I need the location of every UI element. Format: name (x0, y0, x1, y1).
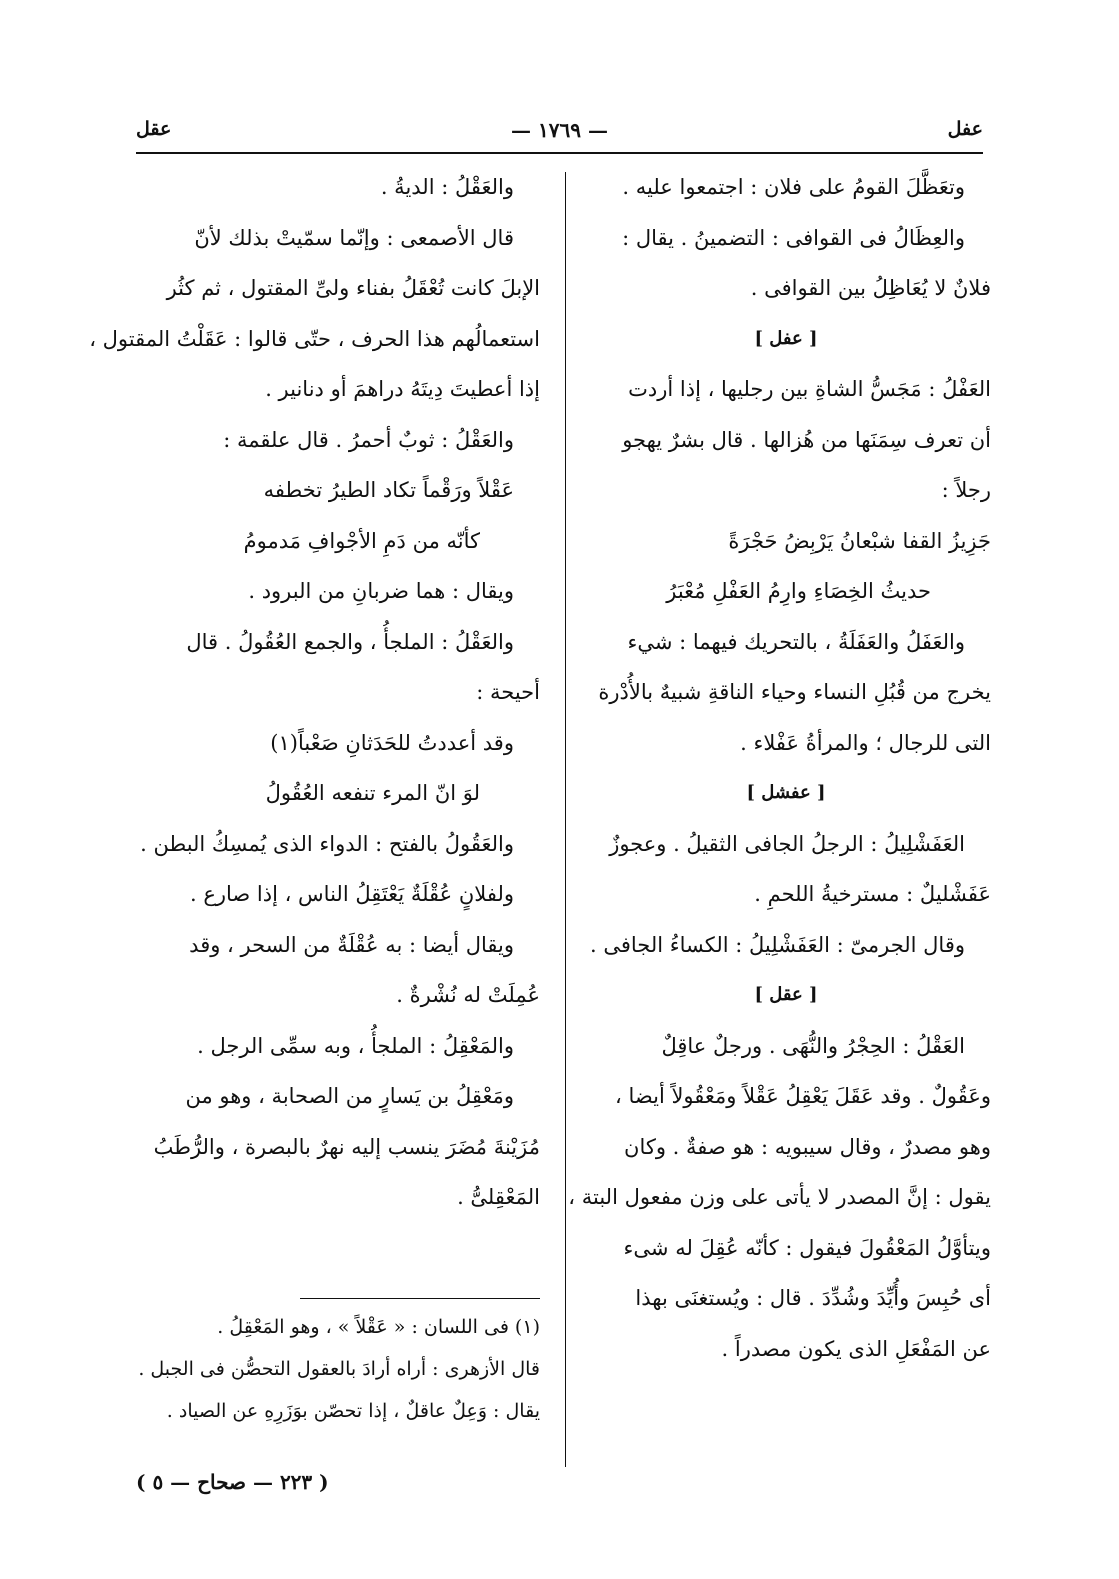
text-line: العَقْلُ : الحِجْرُ والنُّهَى . ورجلٌ عاقِلٌ (661, 1033, 965, 1058)
text-line: وهو مصدرٌ ، وقال سيبويه : هو صفةٌ . وكان (624, 1134, 991, 1159)
left-column (89, 162, 540, 1223)
text-line: ويتأوَّلُ المَعْقُولَ فيقول : كأنّه عُقِلَ له شىء (623, 1235, 991, 1260)
footnote-line: قال الأزهرى : أراه أرادَ بالعقول التحصُّن فى الجبل . (138, 1358, 540, 1380)
verse-line: جَزِيزُ القفا شبْعانُ يَرْبِضُ حَجْرَةً (728, 528, 991, 553)
text-line: والعَقْلُ : الديةُ . (380, 175, 514, 199)
text-line: عَفَشْليلٌ : مسترخيةُ اللحمِ . (754, 882, 991, 906)
text-line: والعِظَالُ فى القوافى : التضمينُ . يقال : (622, 225, 965, 250)
verse-line: وقد أعددتُ للحَدَثانِ صَعْباً(١) (270, 730, 514, 755)
text-line: الإبلَ كانت تُعْقَلُ بفناء ولىِّ المقتول ، ثم كثُر (166, 276, 540, 300)
page-number: — ١٧٦٩ — (511, 118, 608, 142)
text-line: وعَقُولٌ . وقد عَقَلَ يَعْقِلُ عَقْلاً ومَعْقُولاً أيضا ، (615, 1084, 991, 1108)
text-line: والعَقُولُ بالفتح : الدواء الذى يُمسِكُ البطن . (140, 831, 514, 856)
text-line: عن المَفْعَلِ الذى يكون مصدراً . (721, 1336, 991, 1361)
footnote-line: (١) فى اللسان : « عَقْلاً » ، وهو المَعْقِلُ . (217, 1316, 540, 1338)
text-line: يخرج من قُبُلِ النساء وحياء الناقةِ شبيهٌ بالأُدْرة (598, 680, 991, 704)
footnotes (138, 1306, 540, 1432)
header-rule (136, 152, 983, 154)
text-line: أن تعرف سِمَنَها من هُزالها . قال بشرٌ يهجو (622, 427, 991, 452)
text-line: قال الأصمعى : وإنّما سمّيتْ بذلك لأنّ (194, 225, 514, 250)
verse-line: حديثُ الخِصَاءِ وارِمُ العَفْلِ مُعْبَرُ (666, 579, 931, 603)
verse-line: عَقْلاً ورَقْماً تكاد الطيرُ تخطفه (263, 478, 514, 502)
text-line: ولفلانٍ عُقْلَةٌ يَعْتَقِلُ الناس ، إذا صارع . (189, 882, 514, 906)
text-line: أحيحة : (476, 680, 540, 704)
verse-line: كأنّه من دَمِ الأجْوافِ مَدمومُ (243, 528, 480, 553)
entry-heading: [ عقل ] (754, 984, 818, 1005)
text-line: ومَعْقِلُ بن يَسارٍ من الصحابة ، وهو من (185, 1084, 514, 1108)
text-line: والمَعْقِلُ : الملجأُ ، وبه سمِّى الرجل . (197, 1033, 514, 1058)
text-line: فلانٌ لا يُعَاظِلُ بين القوافى . (750, 276, 991, 300)
header-right-word: عفل (947, 118, 983, 140)
page-footer: ( ٢٢٣ — صحاح — ٥ ) (136, 1470, 329, 1494)
text-line: يقول : إنَّ المصدر لا يأتى على وزن مفعول البتة ، (568, 1185, 991, 1209)
text-line: والعَقْلُ : الملجأُ ، والجمع العُقُولُ . قال (186, 629, 514, 654)
column-divider (565, 172, 566, 1467)
text-line: استعمالُهم هذا الحرف ، حتّى قالوا : عَقَلْتُ المقتول ، (89, 326, 540, 351)
text-line: إذا أعطيتَ دِيتَهُ دراهمَ أو دنانير . (265, 377, 540, 401)
text-line: ويقال : هما ضربانِ من البرود . (248, 579, 514, 603)
text-line: أى حُبِسَ وأُيِّدَ وشُدِّدَ . قال : ويُستغنَى بهذا (635, 1286, 991, 1310)
text-line: رجلاً : (941, 478, 991, 502)
text-line: وقال الجرمىّ : العَفَشْلِيلُ : الكساءُ الجافى . (590, 932, 965, 957)
text-line: التى للرجال ؛ والمرأةُ عَفْلاء . (740, 730, 991, 755)
entry-heading: [ عفل ] (754, 327, 818, 349)
text-line: والعَقْلُ : ثوبٌ أحمرُ . قال علقمة : (223, 427, 514, 452)
verse-line: لوَ انّ المرء تنفعه العُقُولُ (265, 781, 480, 805)
text-line: والعَفَلُ والعَفَلَةُ ، بالتحريك فيهما : شيء (627, 629, 965, 654)
footnote-line: يقال : وَعِلٌ عاقلٌ ، إذا تحصّن بوَزَرِهِ عن الصياد . (166, 1400, 540, 1422)
text-line: وتعَظَّلَ القومُ على فلان : اجتمعوا عليه . (622, 175, 965, 199)
entry-heading: [ عفشل ] (746, 782, 826, 803)
header-left-word: عقل (136, 118, 172, 140)
text-line: مُزَيْنةَ مُضَرَ ينسب إليه نهرٌ بالبصرة ، والرُّطَبُ (153, 1134, 540, 1159)
right-column (568, 162, 991, 1374)
footnote-rule (300, 1298, 540, 1299)
text-line: عُمِلَتْ له نُشْرةٌ . (396, 983, 540, 1007)
text-line: العَفْلُ : مَجَسُّ الشاةِ بين رجليها ، إذا أردت (628, 377, 991, 401)
text-line: المَعْقِلىُّ . (457, 1185, 540, 1209)
text-line: ويقال أيضا : به عُقْلَةٌ من السحر ، وقد (189, 932, 514, 957)
page-header (136, 118, 983, 152)
text-line: العَفَشْلِيلُ : الرجلُ الجافى الثقيلُ . وعجوزٌ (609, 831, 965, 856)
